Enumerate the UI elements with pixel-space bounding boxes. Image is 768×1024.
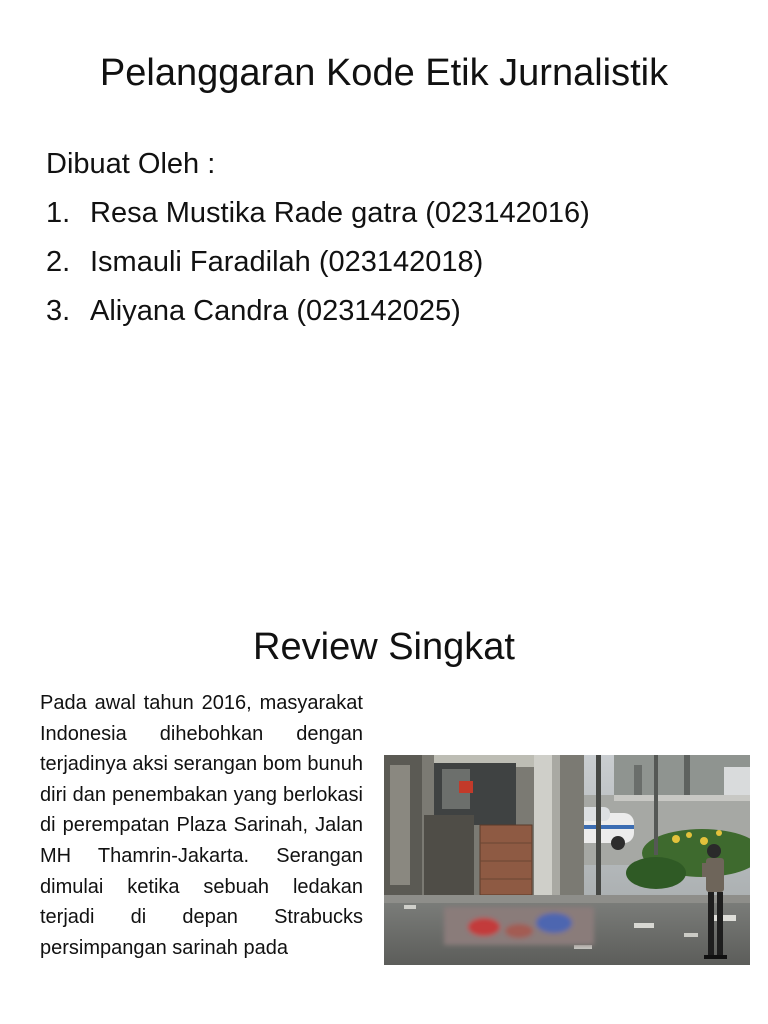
author-item [46, 287, 590, 336]
review-heading: Review Singkat [253, 626, 515, 668]
authors-heading: Dibuat Oleh : [46, 148, 216, 180]
authors-block [46, 140, 590, 336]
author-number: 1. [46, 197, 71, 229]
author-number: 3. [46, 295, 71, 327]
review-paragraph: Pada awal tahun 2016, masyarakat Indonesia dihebohkan dengan terjadinya aksi serangan bom bunuh diri dan penembakan yang berlokasi di perempatan Plaza Sarinah, Jalan MH Thamrin-Jakarta. Serangan dimulai ketika sebuah ledakan terjadi di depan Strabucks persimpangan sarinah pada [40, 692, 363, 959]
slide-review [0, 576, 768, 1024]
author-list [46, 189, 590, 336]
author-name: Ismauli Faradilah (023142018) [90, 246, 484, 278]
author-name: Resa Mustika Rade gatra (023142016) [90, 197, 590, 229]
author-name: Aliyana Candra (023142025) [90, 295, 461, 327]
news-photo [384, 755, 750, 965]
author-item [46, 189, 590, 238]
slide-title-heading: Pelanggaran Kode Etik Jurnalistik [99, 52, 669, 94]
author-number: 2. [46, 246, 71, 278]
author-item [46, 238, 590, 287]
